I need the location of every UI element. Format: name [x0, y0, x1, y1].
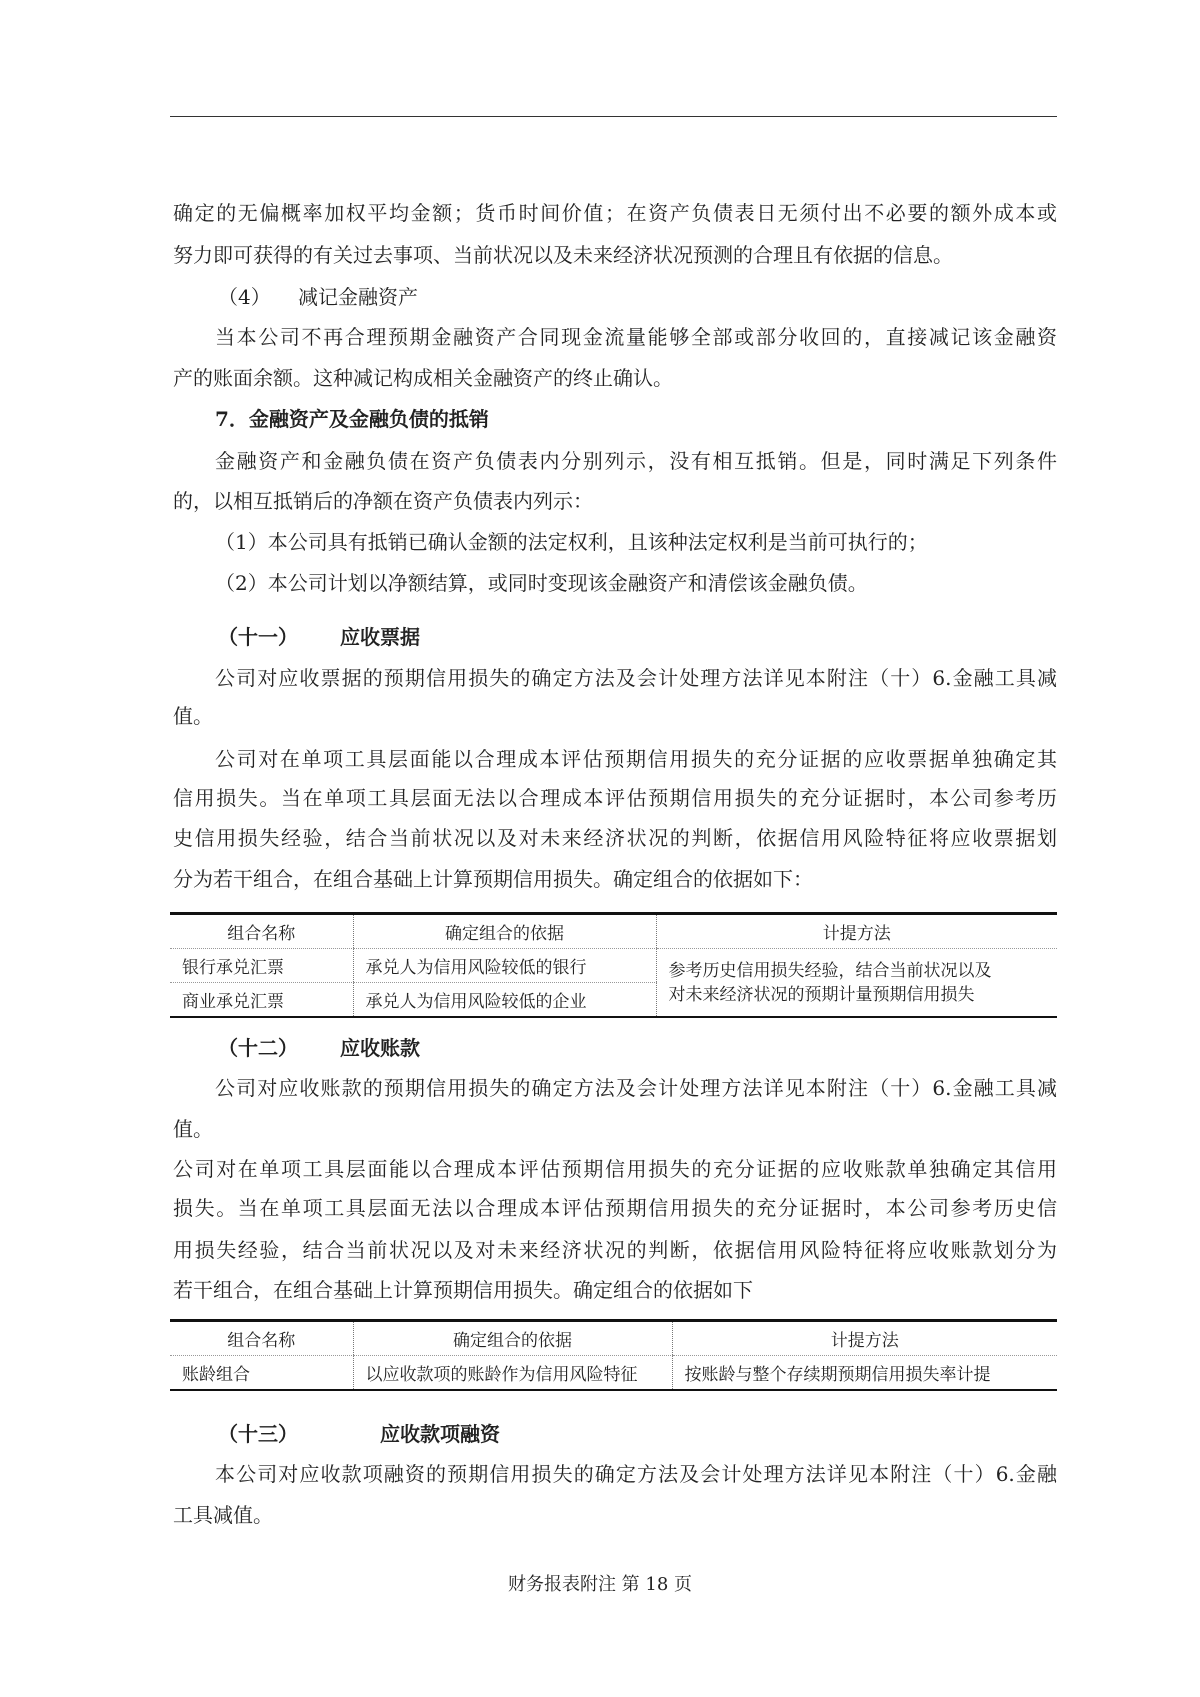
table-row [170, 1356, 1057, 1391]
section-13-title: 应收款项融资 [380, 1422, 500, 1446]
table-cell: 商业承兑汇票 [182, 992, 284, 1012]
paragraph-line: 金融资产和金融负债在资产负债表内分别列示，没有相互抵销。但是，同时满足下列条件 [215, 449, 1057, 473]
paragraph-line: 用损失经验，结合当前状况以及对未来经济状况的判断，依据信用风险特征将应收账款划分为 [173, 1238, 1057, 1262]
page-footer: 财务报表附注 第 18 页 [507, 1574, 693, 1595]
paragraph-line: 公司对应收票据的预期信用损失的确定方法及会计处理方法详见本附注（十）6.金融工具减 [215, 666, 1057, 690]
paragraph-line: 值。 [173, 1117, 213, 1141]
section-heading: 7．金融资产及金融负债的抵销 [215, 407, 489, 431]
table-header: 确定组合的依据 [353, 914, 656, 949]
table-header: 确定组合的依据 [353, 1321, 672, 1356]
table-header: 组合名称 [170, 914, 353, 949]
table-cell: 承兑人为信用风险较低的银行 [353, 949, 656, 983]
paragraph-line: 史信用损失经验，结合当前状况以及对未来经济状况的判断，依据信用风险特征将应收票据划 [173, 826, 1057, 850]
paragraph-line: 公司对在单项工具层面能以合理成本评估预期信用损失的充分证据的应收票据单独确定其 [215, 747, 1057, 771]
header-rule [170, 116, 1057, 117]
table-row [170, 949, 1057, 983]
section-12-number: （十二） [218, 1036, 298, 1060]
paragraph-line: 损失。当在单项工具层面无法以合理成本评估预期信用损失的充分证据时，本公司参考历史信 [173, 1196, 1057, 1220]
paragraph-line: 公司对在单项工具层面能以合理成本评估预期信用损失的充分证据的应收账款单独确定其信用 [173, 1157, 1057, 1181]
portfolio-table-notes [170, 912, 1057, 1018]
condition-1: （1）本公司具有抵销已确认金额的法定权利，且该种法定权利是当前可执行的； [215, 530, 928, 554]
table-cell: 银行承兑汇票 [170, 949, 353, 983]
table-header-row [170, 1321, 1057, 1356]
paragraph-line: 公司对应收账款的预期信用损失的确定方法及会计处理方法详见本附注（十）6.金融工具减 [215, 1076, 1057, 1100]
paragraph-line: 确定的无偏概率加权平均金额；货币时间价值；在资产负债表日无须付出不必要的额外成本或 [173, 201, 1057, 225]
paragraph-line: 当本公司不再合理预期金融资产合同现金流量能够全部或部分收回的，直接减记该金融资 [215, 325, 1057, 349]
paragraph-line: 分为若干组合，在组合基础上计算预期信用损失。确定组合的依据如下： [173, 867, 813, 891]
paragraph-line: 若干组合，在组合基础上计算预期信用损失。确定组合的依据如下 [173, 1278, 753, 1302]
condition-2: （2）本公司计划以净额结算，或同时变现该金融资产和清偿该金融负债。 [215, 571, 868, 595]
table-header: 组合名称 [170, 1321, 353, 1356]
table-cell: 账龄组合 [182, 1365, 250, 1385]
subheading-title: 减记金融资产 [298, 285, 418, 309]
paragraph-line: 产的账面余额。这种减记构成相关金融资产的终止确认。 [173, 366, 673, 390]
paragraph-line: 的，以相互抵销后的净额在资产负债表内列示： [173, 489, 593, 513]
table-header-row [170, 914, 1057, 949]
paragraph-line: 信用损失。当在单项工具层面无法以合理成本评估预期信用损失的充分证据时，本公司参考历 [173, 786, 1057, 810]
paragraph-line: 值。 [173, 704, 213, 728]
table-cell: 参考历史信用损失经验，结合当前状况以及对未来经济状况的预期计量预期信用损失 [656, 949, 1057, 1018]
section-12-title: 应收账款 [340, 1036, 420, 1060]
table-header: 计提方法 [672, 1321, 1057, 1356]
table-cell: 以应收款项的账龄作为信用风险特征 [353, 1356, 672, 1391]
table-cell: 承兑人为信用风险较低的企业 [353, 983, 656, 1018]
table-header: 计提方法 [656, 914, 1057, 949]
subheading-number: （4） [218, 285, 271, 309]
paragraph-line: 工具减值。 [173, 1503, 273, 1527]
section-11-title: 应收票据 [340, 625, 420, 649]
table-cell: 按账龄与整个存续期预期信用损失率计提 [672, 1356, 1057, 1391]
portfolio-table-receivables [170, 1319, 1057, 1391]
section-11-number: （十一） [218, 625, 298, 649]
section-13-number: （十三） [218, 1422, 298, 1446]
paragraph-line: 本公司对应收款项融资的预期信用损失的确定方法及会计处理方法详见本附注（十）6.金融 [215, 1462, 1057, 1486]
paragraph-line: 努力即可获得的有关过去事项、当前状况以及未来经济状况预测的合理且有依据的信息。 [173, 243, 953, 267]
